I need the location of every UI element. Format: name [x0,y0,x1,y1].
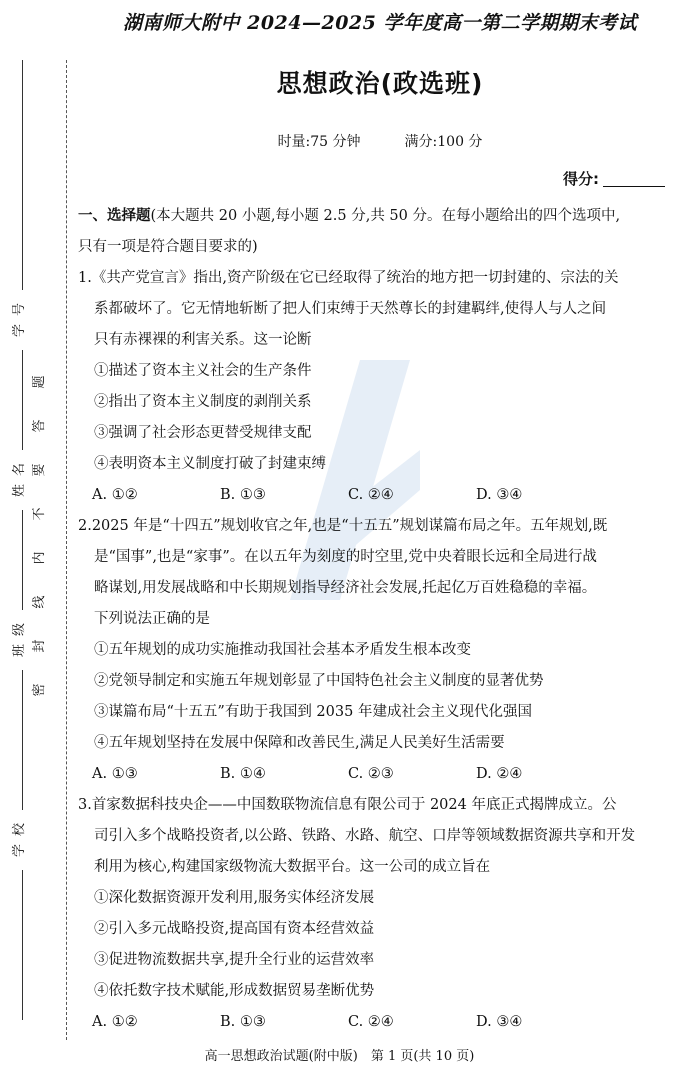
statement-option: ③谋篇布局“十五五”有助于我国到 2035 年建成社会主义现代化强国 [94,704,532,720]
question-stem-line: 是“国事”,也是“家事”。在以五年为刻度的时空里,党中央着眼长远和全局进行战 [94,549,597,565]
choice-b[interactable]: B. ①④ [220,766,266,782]
statement-option: ①深化数据资源开发利用,服务实体经济发展 [94,890,375,906]
seal-char: 密 [32,683,47,697]
binding-margin [0,0,78,1076]
exam-info [90,131,670,151]
question-stem-line: 略谋划,用发展战略和中长期规划指导经济社会发展,托起亿万百姓稳稳的幸福。 [94,580,597,596]
statement-option: ③强调了社会形态更替受规律支配 [94,425,312,441]
class-line [22,510,23,610]
name-label: 姓名 [12,455,27,498]
statement-option: ④依托数字技术赋能,形成数据贸易垄断优势 [94,983,375,999]
seal-char: 答 [32,419,47,433]
question-2 [78,511,668,790]
score-label: 得分: [563,170,599,188]
choice-b[interactable]: B. ①③ [220,1014,266,1030]
choice-d[interactable]: D. ③④ [476,1014,523,1030]
choice-b[interactable]: B. ①③ [220,487,266,503]
section-instructions: (本大题共 20 小题,每小题 2.5 分,共 50 分。在每小题给出的四个选项中, [150,208,621,224]
question-3 [78,790,668,1038]
seal-char: 要 [32,463,47,477]
class-label: 班级 [12,615,27,658]
question-1 [78,263,668,511]
answer-choices [78,480,668,511]
page-footer: 高一思想政治试题(附中版) 第 1 页(共 10 页) [204,1049,475,1064]
question-stem-line: 2.2025 年是“十四五”规划收官之年,也是“十五五”规划谋篇布局之年。五年规划,既 [78,518,608,534]
student-id-line [22,60,23,290]
statement-option: ①五年规划的成功实施推动我国社会基本矛盾发生根本改变 [94,642,471,658]
subject-title: 思想政治(政选班) [276,69,484,98]
time-limit: 时量:75 分钟 [277,134,361,150]
school-line [22,670,23,810]
choice-d[interactable]: D. ③④ [476,487,523,503]
seal-char: 内 [32,551,47,565]
section-heading [78,200,668,263]
school-line-lower [22,870,23,1020]
seal-char: 不 [32,507,47,521]
choice-a[interactable]: A. ①② [92,487,138,503]
student-id-label: 学号 [12,295,27,338]
section-instructions-cont: 只有一项是符合题目要求的) [78,239,258,255]
question-stem-line: 只有赤裸裸的利害关系。这一论断 [94,332,312,348]
school-label: 学校 [12,815,27,858]
section-title: 一、选择题 [78,207,151,224]
choice-d[interactable]: D. ②④ [476,766,523,782]
question-stem-line: 下列说法正确的是 [94,611,210,627]
exam-title: 湖南师大附中 2024—2025 学年度高一第二学期期末考试 [123,12,637,34]
statement-option: ③促进物流数据共享,提升全行业的运营效率 [94,952,375,968]
choice-a[interactable]: A. ①③ [92,766,138,782]
seal-notice [32,360,62,712]
statement-option: ②引入多元战略投资,提高国有资本经营效益 [94,921,375,937]
question-stem-line: 1.《共产党宣言》指出,资产阶级在它已经取得了统治的地方把一切封建的、宗法的关 [78,270,619,286]
answer-choices [78,1007,668,1038]
question-content [78,200,668,1038]
seal-char: 题 [32,375,47,389]
answer-choices [78,759,668,790]
name-line [22,350,23,450]
choice-a[interactable]: A. ①② [92,1014,138,1030]
choice-c[interactable]: C. ②③ [348,766,394,782]
score-field [563,168,665,189]
seal-char: 线 [32,595,47,609]
statement-option: ①描述了资本主义社会的生产条件 [94,363,312,379]
statement-option: ④五年规划坚持在发展中保障和改善民生,满足人民美好生活需要 [94,735,505,751]
question-stem-line: 利用为核心,构建国家级物流大数据平台。这一公司的成立旨在 [94,859,491,875]
seal-char: 封 [32,639,47,653]
score-blank[interactable] [603,186,665,187]
question-stem-line: 司引入多个战略投资者,以公路、铁路、水路、航空、口岸等领域数据资源共享和开发 [94,828,636,844]
question-stem-line: 系都破坏了。它无情地斩断了把人们束缚于天然尊长的封建羁绊,使得人与人之间 [94,301,607,317]
full-score: 满分:100 分 [404,134,483,150]
choice-c[interactable]: C. ②④ [348,1014,394,1030]
statement-option: ④表明资本主义制度打破了封建束缚 [94,456,326,472]
question-stem-line: 3.首家数据科技央企——中国数联物流信息有限公司于 2024 年底正式揭牌成立。公 [78,797,617,813]
statement-option: ②指出了资本主义制度的剥削关系 [94,394,312,410]
statement-option: ②党领导制定和实施五年规划彰显了中国特色社会主义制度的显著优势 [94,673,544,689]
choice-c[interactable]: C. ②④ [348,487,394,503]
